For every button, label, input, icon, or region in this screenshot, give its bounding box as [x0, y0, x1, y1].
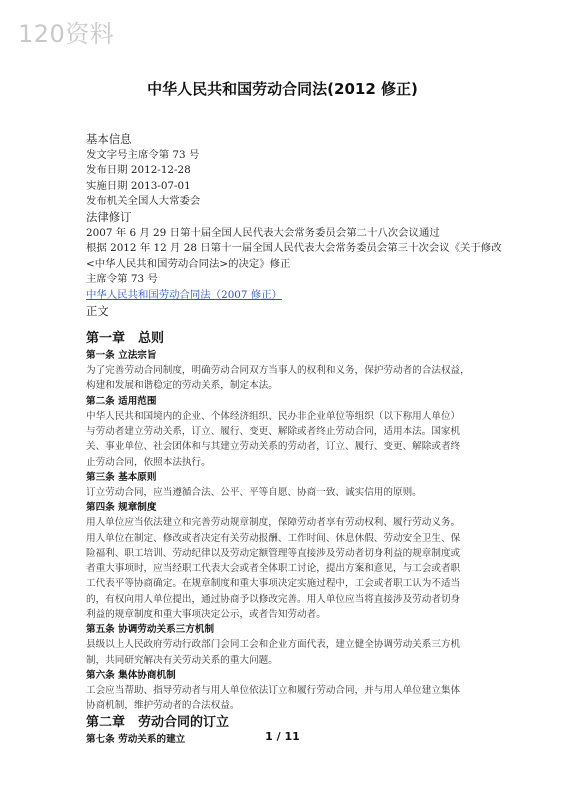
meta-order: 主席令第 73 号	[86, 273, 158, 286]
document-content	[86, 132, 502, 747]
article-text-line: 中华人民共和国境内的企业、个体经济组织、民办非企业单位等组织（以下称用人单位）	[86, 410, 461, 422]
chapter-1-articles	[86, 349, 486, 713]
article-text-line: 构建和发展和谐稳定的劳动关系，制定本法。	[86, 380, 278, 392]
meta-basic-info: 基本信息	[86, 132, 132, 146]
meta-issuing-authority: 发布机关全国人大常委会	[86, 195, 201, 208]
meta-effective-date: 实施日期 2013-07-01	[86, 179, 191, 192]
article-heading: 第一条 立法宗旨	[86, 350, 157, 362]
article-text-line: 险福利、职工培训、劳动纪律以及劳动定额管理等直接涉及劳动者切身利益的规章制度或	[86, 547, 461, 559]
article-text-line: 的，有权向用人单位提出，通过协商予以修改完善。用人单位应当将直接涉及劳动者切身	[86, 593, 461, 605]
article-text-line: 者重大事项时，应当经职工代表大会或者全体职工讨论，提出方案和意见，与工会或者职	[86, 563, 461, 575]
article-text-line: 用人单位在制定、修改或者决定有关劳动报酬、工作时间、休息休假、劳动安全卫生、保	[86, 532, 461, 544]
article-text-line: 工代表平等协商确定。在规章制度和重大事项决定实施过程中，工会或者职工认为不适当	[86, 578, 461, 590]
page-number: 1 / 11	[265, 730, 300, 743]
meta-revision-2a: 根据 2012 年 12 月 28 日第十一届全国人民代表大会常务委员会第三十次会议《关于修改	[86, 242, 502, 255]
meta-revision-label: 法律修订	[86, 209, 132, 224]
article-heading: 第三条 基本原则	[86, 471, 157, 483]
meta-publish-date: 发布日期 2012-12-28	[86, 164, 191, 177]
article-text-line: 制，共同研究解决有关劳动关系的重大问题。	[86, 654, 278, 666]
meta-doc-number: 发文字号主席令第 73 号	[86, 148, 200, 161]
article-text-line: 用人单位应当依法建立和完善劳动规章制度，保障劳动者享有劳动权利、履行劳动义务。	[86, 517, 461, 529]
article-text-line: 订立劳动合同，应当遵循合法、公平、平等自愿、协商一致、诚实信用的原则。	[86, 486, 422, 498]
article-heading: 第五条 协调劳动关系三方机制	[86, 624, 215, 636]
article-text-line: 关、事业单位、社会团体和与其建立劳动关系的劳动者，订立、履行、变更、解除或者终	[86, 441, 461, 453]
article-text-line: 为了完善劳动合同制度，明确劳动合同双方当事人的权利和义务，保护劳动者的合法权益，	[86, 365, 470, 377]
article-text-line: 县级以上人民政府劳动行政部门会同工会和企业方面代表，建立健全协调劳动关系三方机	[86, 639, 461, 651]
meta-revision-1: 2007 年 6 月 29 日第十届全国人民代表大会常务委员会第二十八次会议通过	[86, 226, 440, 239]
article-text-line: 协商机制，维护劳动者的合法权益。	[86, 700, 240, 712]
meta-body-label: 正文	[86, 303, 109, 318]
article-heading: 第六条 集体协商机制	[86, 669, 176, 681]
meta-revision-2b: <中华人民共和国劳动合同法>的决定》修正	[86, 257, 291, 270]
previous-version-link[interactable]: 中华人民共和国劳动合同法（2007 修正）	[86, 288, 282, 301]
article-text-line: 止劳动合同，依照本法执行。	[86, 456, 211, 468]
chapter-2-title: 第二章 劳动合同的订立	[86, 715, 230, 731]
article-heading: 第七条 劳动关系的建立	[86, 734, 186, 746]
page-title: 中华人民共和国劳动合同法(2012 修正)	[147, 80, 418, 98]
article-text-line: 工会应当帮助、指导劳动者与用人单位依法订立和履行劳动合同，并与用人单位建立集体	[86, 684, 461, 696]
article-heading: 第四条 规章制度	[86, 502, 157, 514]
chapter-1-title: 第一章 总则	[86, 331, 165, 347]
watermark: 120资料	[18, 20, 115, 48]
article-text-line: 与劳动者建立劳动关系，订立、履行、变更、解除或者终止劳动合同，适用本法。国家机	[86, 426, 461, 438]
article-text-line: 利益的规章制度和重大事项决定公示，或者告知劳动者。	[86, 608, 326, 620]
article-heading: 第二条 适用范围	[86, 395, 157, 407]
